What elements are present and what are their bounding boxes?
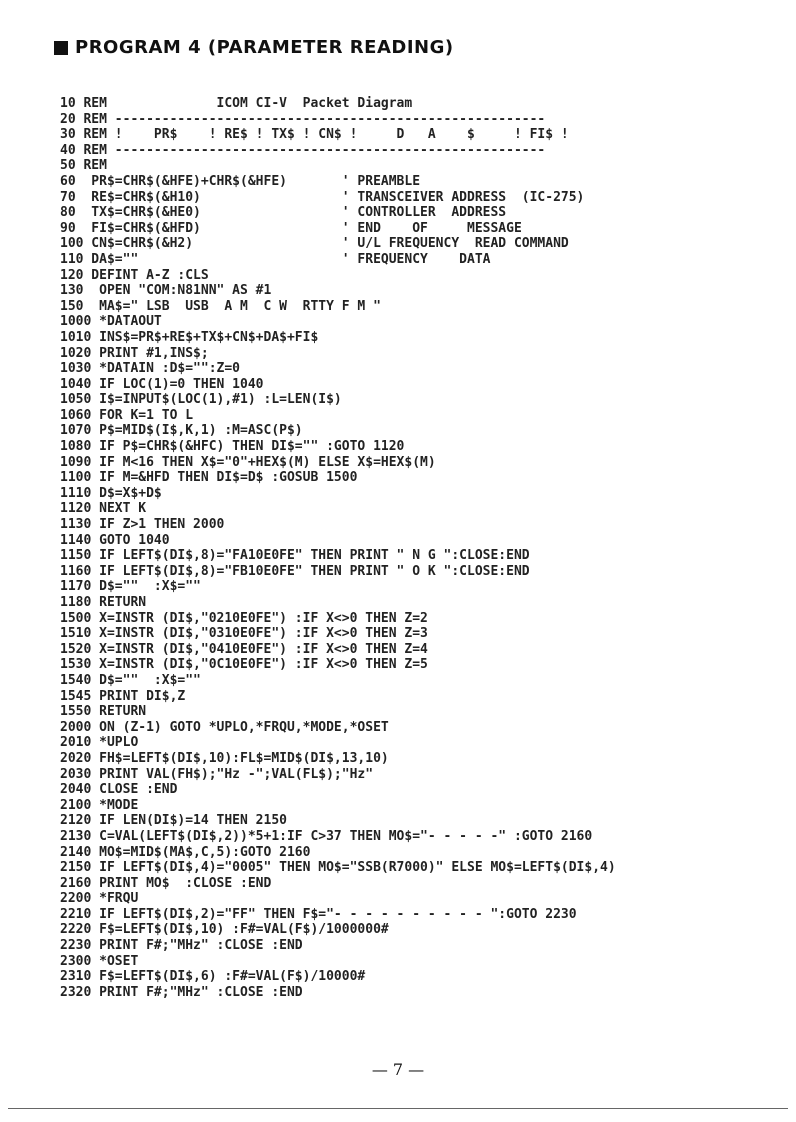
code-line: 2220 F$=LEFT$(DI$,10) :F#=VAL(F$)/1000000# <box>60 922 389 938</box>
program-listing <box>60 96 616 1000</box>
code-line: 20 REM ------------------------------------------------------- <box>60 111 546 127</box>
code-line: 50 REM <box>60 158 107 174</box>
code-line: 1110 D$=X$+D$ <box>60 485 162 501</box>
code-line: 1100 IF M=&HFD THEN DI$=D$ :GOSUB 1500 <box>60 470 358 486</box>
code-line: 2000 ON (Z-1) GOTO *UPLO,*FRQU,*MODE,*OSET <box>60 719 389 735</box>
code-line: 1050 I$=INPUT$(LOC(1),#1) :L=LEN(I$) <box>60 392 342 408</box>
code-line: 1160 IF LEFT$(DI$,8)="FB10E0FE" THEN PRINT " O K ":CLOSE:END <box>60 563 530 579</box>
code-line: 1180 RETURN <box>60 595 147 610</box>
code-line: 2120 IF LEN(DI$)=14 THEN 2150 <box>60 813 287 829</box>
black-square-icon <box>54 41 68 55</box>
code-line: 1540 D$="" :X$="" <box>60 672 201 688</box>
code-line: 2300 *OSET <box>60 953 139 969</box>
code-line: 2010 *UPLO <box>60 735 139 751</box>
code-line: 2040 CLOSE :END <box>60 782 178 798</box>
code-line: 1150 IF LEFT$(DI$,8)="FA10E0FE" THEN PRINT " N G ":CLOSE:END <box>60 548 530 564</box>
code-line: 2230 PRINT F#;"MHz" :CLOSE :END <box>60 938 303 954</box>
code-line: 40 REM ------------------------------------------------------- <box>60 142 546 158</box>
code-line: 130 OPEN "COM:N81NN" AS #1 <box>60 283 272 299</box>
code-line: 2160 PRINT MO$ :CLOSE :END <box>60 875 272 891</box>
code-line: 1545 PRINT DI$,Z <box>60 688 186 704</box>
code-line: 2310 F$=LEFT$(DI$,6) :F#=VAL(F$)/10000# <box>60 969 366 985</box>
code-line: 2030 PRINT VAL(FH$);"Hz -";VAL(FL$);"Hz" <box>60 766 374 782</box>
code-line: 100 CN$=CHR$(&H2) ' U/L FREQUENCY READ COMMAND <box>60 236 569 252</box>
code-line: 1060 FOR K=1 TO L <box>60 407 194 423</box>
code-line: 1500 X=INSTR (DI$,"0210E0FE") :IF X<>0 THEN Z=2 <box>60 610 428 626</box>
code-line: 2200 *FRQU <box>60 891 139 907</box>
code-line: 1130 IF Z>1 THEN 2000 <box>60 517 225 533</box>
code-line: 2150 IF LEFT$(DI$,4)="0005" THEN MO$="SSB(R7000)" ELSE MO$=LEFT$(DI$,4) <box>60 860 616 876</box>
code-line: 1020 PRINT #1,INS$; <box>60 345 209 361</box>
code-line: 1170 D$="" :X$="" <box>60 579 201 595</box>
code-line: 2210 IF LEFT$(DI$,2)="FF" THEN F$="- - - - - - - - - - ":GOTO 2230 <box>60 906 577 922</box>
code-line: 1550 RETURN <box>60 704 147 720</box>
code-line: 2320 PRINT F#;"MHz" :CLOSE :END <box>60 984 303 1000</box>
code-line: 10 REM ICOM CI-V Packet Diagram <box>60 96 413 111</box>
page-heading <box>54 37 454 58</box>
code-line: 30 REM ! PR$ ! RE$ ! TX$ ! CN$ ! D A $ ! FI$ ! <box>60 127 569 143</box>
code-line: 1510 X=INSTR (DI$,"0310E0FE") :IF X<>0 THEN Z=3 <box>60 626 428 642</box>
page-bottom-rule <box>8 1108 788 1109</box>
code-line: 90 FI$=CHR$(&HFD) ' END OF MESSAGE <box>60 220 522 236</box>
code-line: 80 TX$=CHR$(&HE0) ' CONTROLLER ADDRESS <box>60 205 507 221</box>
code-line: 2130 C=VAL(LEFT$(DI$,2))*5+1:IF C>37 THEN MO$="- - - - -" :GOTO 2160 <box>60 828 593 844</box>
code-line: 110 DA$="" ' FREQUENCY DATA <box>60 251 491 267</box>
code-line: 1040 IF LOC(1)=0 THEN 1040 <box>60 376 264 392</box>
code-line: 1030 *DATAIN :D$="":Z=0 <box>60 361 241 377</box>
code-line: 60 PR$=CHR$(&HFE)+CHR$(&HFE) ' PREAMBLE <box>60 173 421 189</box>
code-line: 1520 X=INSTR (DI$,"0410E0FE") :IF X<>0 THEN Z=4 <box>60 641 428 657</box>
code-line: 1120 NEXT K <box>60 501 147 517</box>
page-number: — 7 — <box>371 1060 425 1079</box>
code-line: 120 DEFINT A-Z :CLS <box>60 267 209 283</box>
code-line: 1090 IF M<16 THEN X$="0"+HEX$(M) ELSE X$=HEX$(M) <box>60 454 436 470</box>
code-line: 1080 IF P$=CHR$(&HFC) THEN DI$="" :GOTO 1120 <box>60 439 405 455</box>
code-line: 2020 FH$=LEFT$(DI$,10):FL$=MID$(DI$,13,10) <box>60 750 389 766</box>
code-line: 2100 *MODE <box>60 797 139 813</box>
code-line: 1530 X=INSTR (DI$,"0C10E0FE") :IF X<>0 THEN Z=5 <box>60 657 428 673</box>
code-line: 1140 GOTO 1040 <box>60 532 170 548</box>
code-line: 150 MA$=" LSB USB A M C W RTTY F M " <box>60 298 381 314</box>
code-line: 2140 MO$=MID$(MA$,C,5):GOTO 2160 <box>60 844 311 860</box>
code-line: 1000 *DATAOUT <box>60 314 162 330</box>
code-line: 70 RE$=CHR$(&H10) ' TRANSCEIVER ADDRESS (IC-275) <box>60 189 585 205</box>
code-line: 1070 P$=MID$(I$,K,1) :M=ASC(P$) <box>60 423 303 439</box>
code-line: 1010 INS$=PR$+RE$+TX$+CN$+DA$+FI$ <box>60 329 319 345</box>
heading-text: PROGRAM 4 (PARAMETER READING) <box>75 37 454 58</box>
